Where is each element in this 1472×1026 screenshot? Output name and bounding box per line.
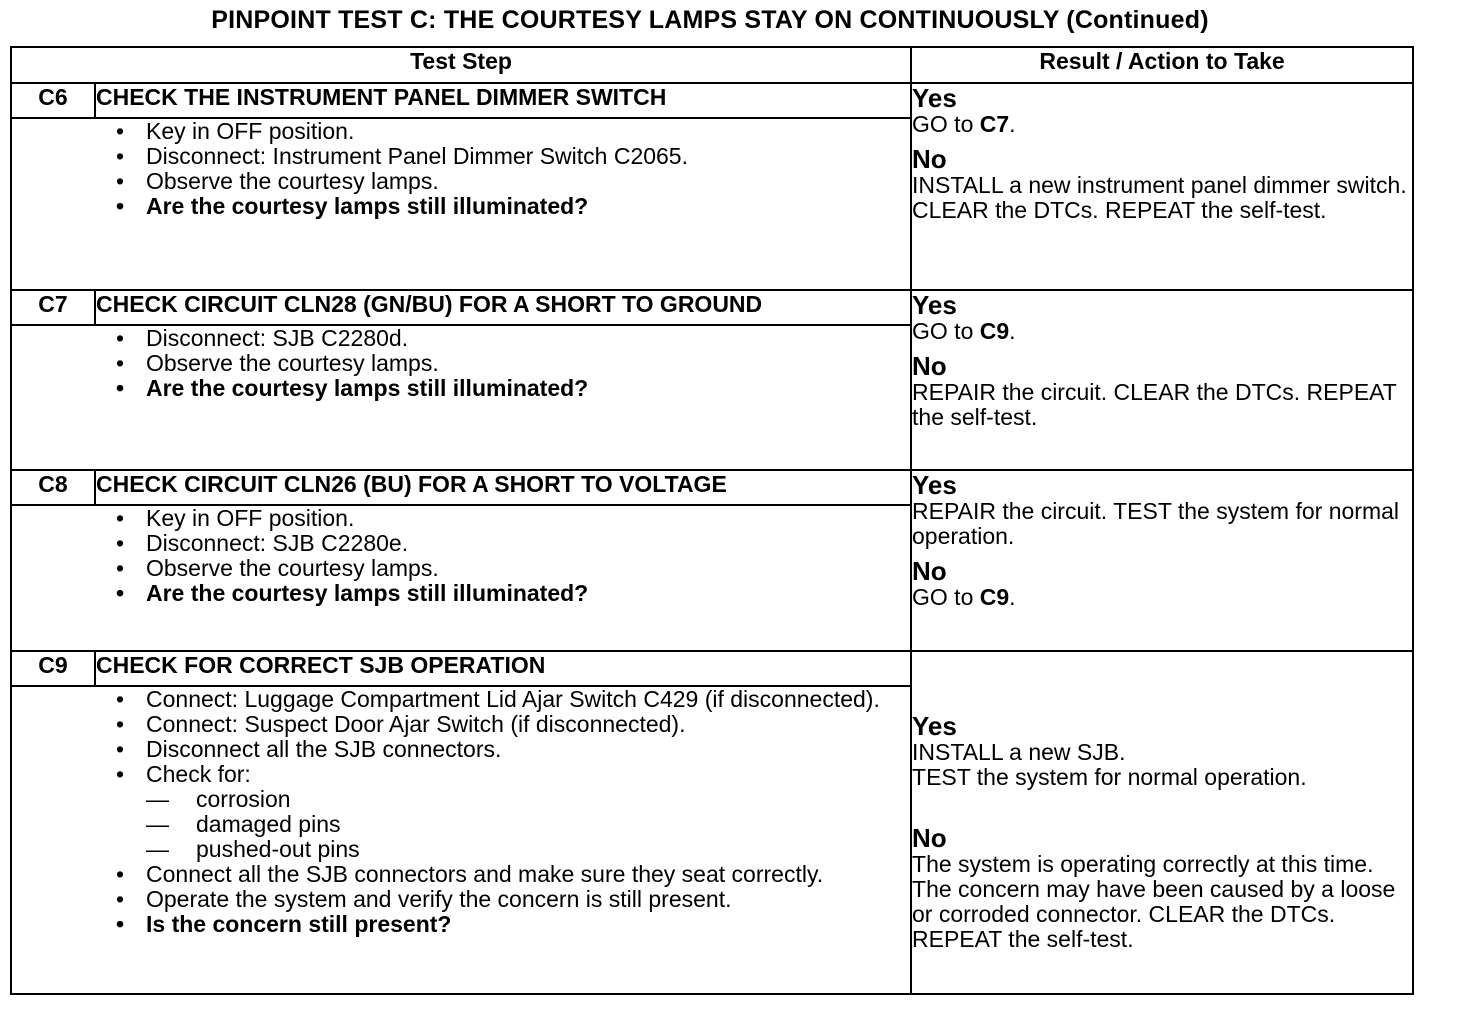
step-c9-result: [911, 651, 1413, 994]
step-title: CHECK THE INSTRUMENT PANEL DIMMER SWITCH: [95, 83, 911, 118]
yes-label: Yes: [912, 470, 957, 500]
page-title: PINPOINT TEST C: THE COURTESY LAMPS STAY ON CONTINUOUSLY (Continued): [211, 6, 1209, 34]
header-test-step: Test Step: [11, 47, 911, 83]
no-label: No: [912, 351, 947, 381]
list-item: • Check for: — corrosion — damaged pins — pushed-out pins: [106, 762, 910, 862]
step-title: CHECK CIRCUIT CLN28 (GN/BU) FOR A SHORT TO GROUND: [95, 290, 911, 325]
list-item: • Connect: Luggage Compartment Lid Ajar Switch C429 (if disconnected).: [116, 686, 880, 712]
no-label: No: [912, 144, 947, 174]
step-id: C8: [11, 470, 95, 505]
step-c8-result: [911, 470, 1413, 651]
yes-action-line: INSTALL a new SJB.: [912, 739, 1126, 765]
yes-label: Yes: [912, 711, 957, 741]
pinpoint-test-table: [10, 46, 1414, 995]
step-c9-title-row: [11, 651, 1413, 686]
header-result: Result / Action to Take: [911, 47, 1413, 83]
no-label: No: [912, 823, 947, 853]
list-item: • Connect all the SJB connectors and make sure they seat correctly.: [116, 861, 824, 887]
step-actions: [11, 118, 911, 290]
yes-label: Yes: [912, 83, 957, 113]
step-title: CHECK FOR CORRECT SJB OPERATION: [95, 651, 911, 686]
no-action: INSTALL a new instrument panel dimmer switch. CLEAR the DTCs. REPEAT the self-test.: [912, 172, 1407, 223]
list-item: • Key in OFF position.: [116, 505, 355, 531]
list-item: • Disconnect: SJB C2280e.: [116, 530, 409, 556]
step-title: CHECK CIRCUIT CLN26 (BU) FOR A SHORT TO VOLTAGE: [95, 470, 911, 505]
no-action: The system is operating correctly at this time. The concern may have been caused by a loose or corroded connector. CLEAR the DTCs. REPEAT the self-test.: [912, 851, 1396, 952]
check-for-sublist: [146, 787, 910, 862]
step-c8-title-row: [11, 470, 1413, 505]
list-item: • Disconnect: SJB C2280d.: [116, 325, 409, 351]
list-item-question: • Are the courtesy lamps still illuminated?: [116, 580, 589, 606]
step-c6-title-row: [11, 83, 1413, 118]
step-id: C9: [11, 651, 95, 686]
yes-label: Yes: [912, 290, 957, 320]
list-item: • Observe the courtesy lamps.: [116, 555, 439, 581]
step-actions: [11, 686, 911, 994]
list-item: • Observe the courtesy lamps.: [116, 350, 439, 376]
step-id: C6: [11, 83, 95, 118]
yes-action-line: TEST the system for normal operation.: [912, 764, 1307, 790]
sub-list-item: — pushed-out pins: [146, 836, 360, 862]
yes-action: GO to C7.: [912, 111, 1016, 137]
no-action: GO to C9.: [912, 584, 1016, 610]
list-item: • Operate the system and verify the concern is still present.: [116, 886, 732, 912]
list-item: • Observe the courtesy lamps.: [116, 168, 439, 194]
sub-list-item: — corrosion: [146, 786, 291, 812]
step-c6-result: [911, 83, 1413, 290]
table-header-row: [11, 47, 1413, 83]
list-item: • Disconnect: Instrument Panel Dimmer Switch C2065.: [116, 143, 688, 169]
step-actions: [11, 505, 911, 651]
step-actions: [11, 325, 911, 470]
step-c7-title-row: [11, 290, 1413, 325]
no-action: REPAIR the circuit. CLEAR the DTCs. REPEAT the self-test.: [912, 379, 1397, 430]
no-label: No: [912, 556, 947, 586]
step-c7-result: [911, 290, 1413, 470]
list-item: • Connect: Suspect Door Ajar Switch (if disconnected).: [116, 711, 686, 737]
sub-list-item: — damaged pins: [146, 811, 341, 837]
list-item-question: • Is the concern still present?: [116, 911, 452, 937]
step-id: C7: [11, 290, 95, 325]
yes-action: GO to C9.: [912, 318, 1016, 344]
list-item-question: • Are the courtesy lamps still illuminated?: [116, 375, 589, 401]
list-item: • Disconnect all the SJB connectors.: [116, 736, 502, 762]
list-item-question: • Are the courtesy lamps still illuminated?: [116, 193, 589, 219]
yes-action: REPAIR the circuit. TEST the system for normal operation.: [912, 498, 1400, 549]
list-item: • Key in OFF position.: [116, 118, 355, 144]
